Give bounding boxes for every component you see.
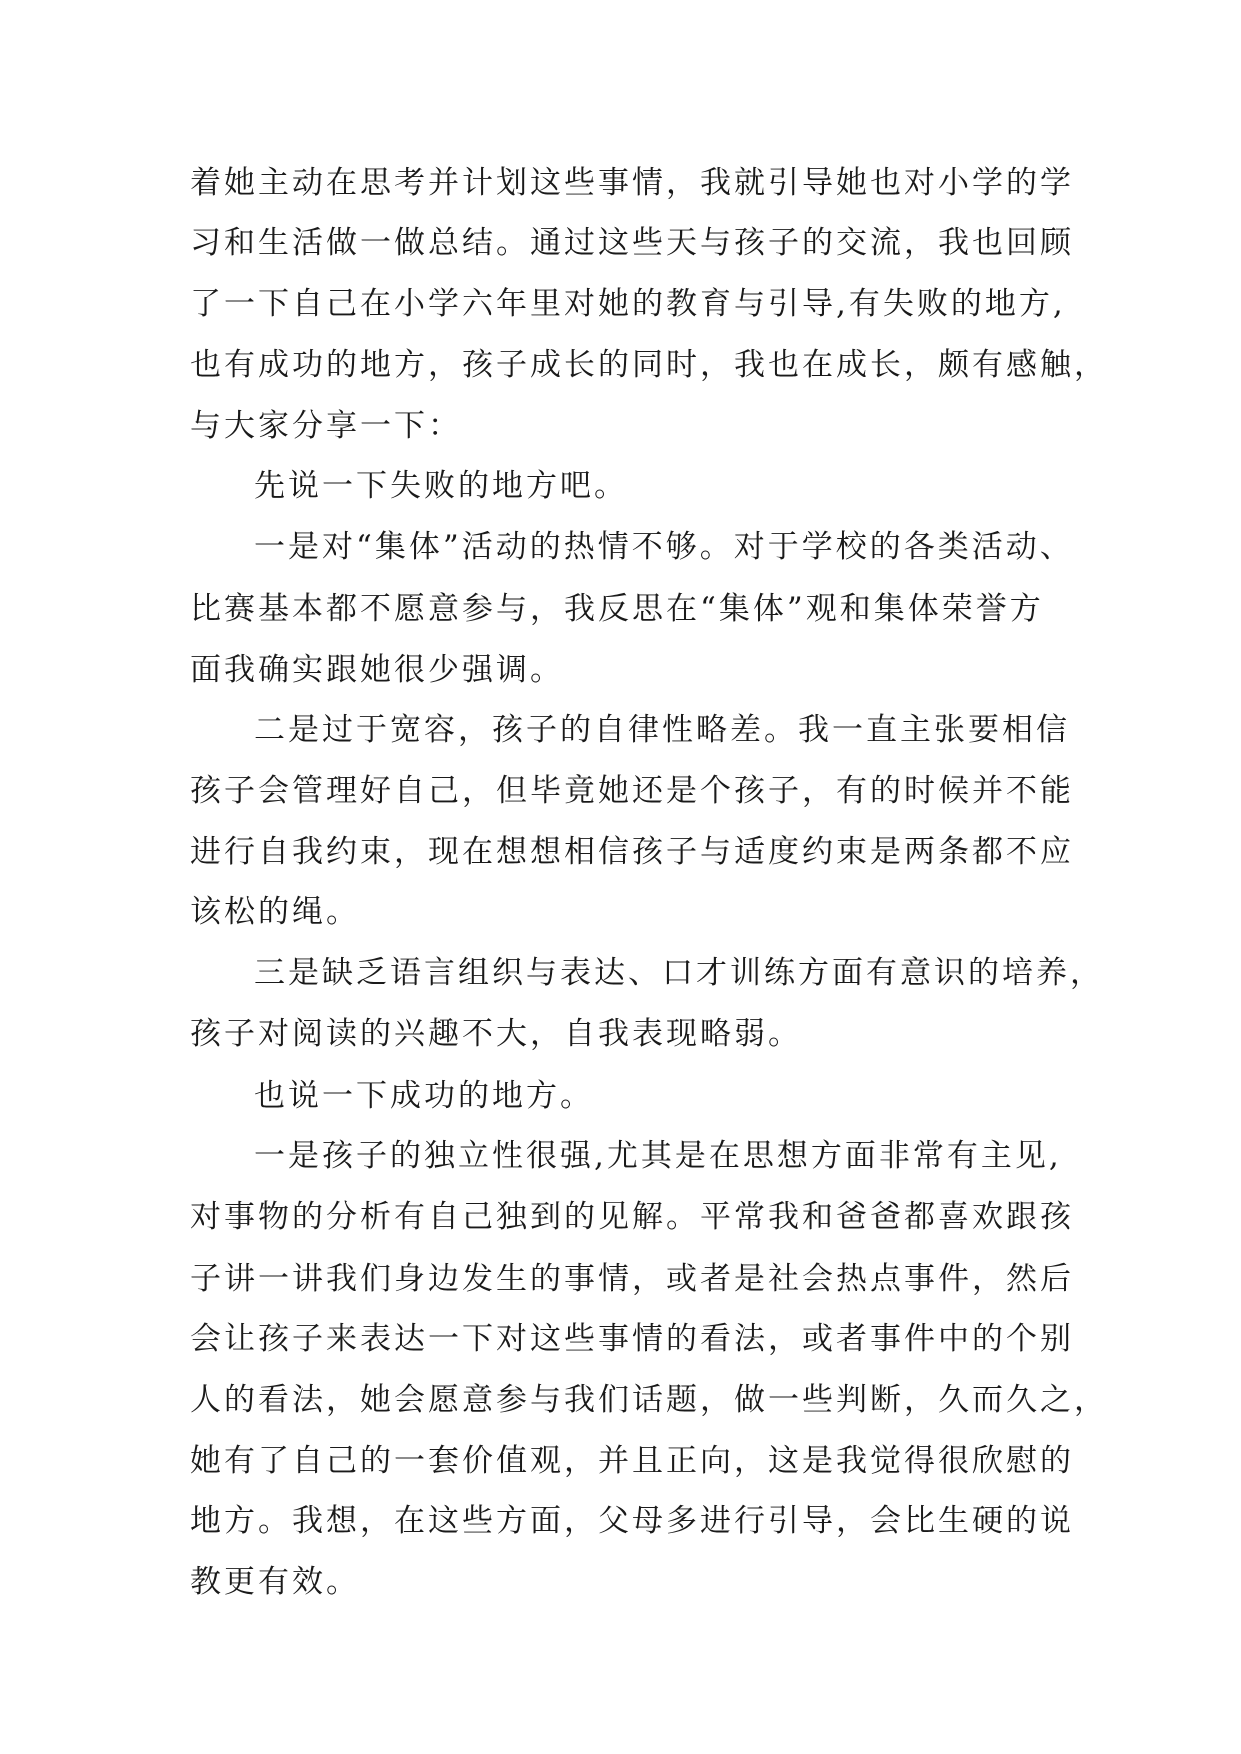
text-line: 了一下自己在小学六年里对她的教育与引导,有失败的地方, (190, 286, 1066, 322)
text-line: 一是对“集体”活动的热情不够。对于学校的各类活动、 (254, 529, 1074, 565)
text-line: 二是过于宽容，孩子的自律性略差。我一直主张要相信 (254, 712, 1070, 748)
text-line: 该松的绳。 (190, 894, 360, 930)
text-line: 孩子会管理好自己，但毕竟她还是个孩子，有的时候并不能 (190, 773, 1074, 809)
text-line: 面我确实跟她很少强调。 (190, 652, 564, 688)
text-line: 与大家分享一下： (190, 408, 462, 444)
text-line: 孩子对阅读的兴趣不大，自我表现略弱。 (190, 1016, 802, 1052)
text-line: 三是缺乏语言组织与表达、口才训练方面有意识的培养， (254, 955, 1104, 991)
text-line: 教更有效。 (190, 1564, 360, 1600)
text-line: 也有成功的地方，孩子成长的同时，我也在成长，颇有感触， (190, 347, 1108, 383)
text-line: 进行自我约束，现在想想相信孩子与适度约束是两条都不应 (190, 834, 1074, 870)
text-line: 地方。我想，在这些方面，父母多进行引导，会比生硬的说 (190, 1503, 1074, 1539)
text-line: 会让孩子来表达一下对这些事情的看法，或者事件中的个别 (190, 1321, 1074, 1357)
text-line: 子讲一讲我们身边发生的事情，或者是社会热点事件，然后 (190, 1261, 1074, 1297)
section-heading: 也说一下成功的地方。 (254, 1078, 594, 1114)
text-line: 习和生活做一做总结。通过这些天与孩子的交流，我也回顾 (190, 225, 1074, 261)
text-line: 一是孩子的独立性很强,尤其是在思想方面非常有主见, (254, 1138, 1062, 1174)
section-heading: 先说一下失败的地方吧。 (254, 468, 628, 504)
text-line: 人的看法，她会愿意参与我们话题，做一些判断，久而久之， (190, 1382, 1108, 1418)
text-line: 比赛基本都不愿意参与，我反思在“集体”观和集体荣誉方 (190, 591, 1044, 627)
text-line: 对事物的分析有自己独到的见解。平常我和爸爸都喜欢跟孩 (190, 1199, 1074, 1235)
text-line: 她有了自己的一套价值观，并且正向，这是我觉得很欣慰的 (190, 1443, 1074, 1479)
text-line: 着她主动在思考并计划这些事情，我就引导她也对小学的学 (190, 165, 1074, 201)
